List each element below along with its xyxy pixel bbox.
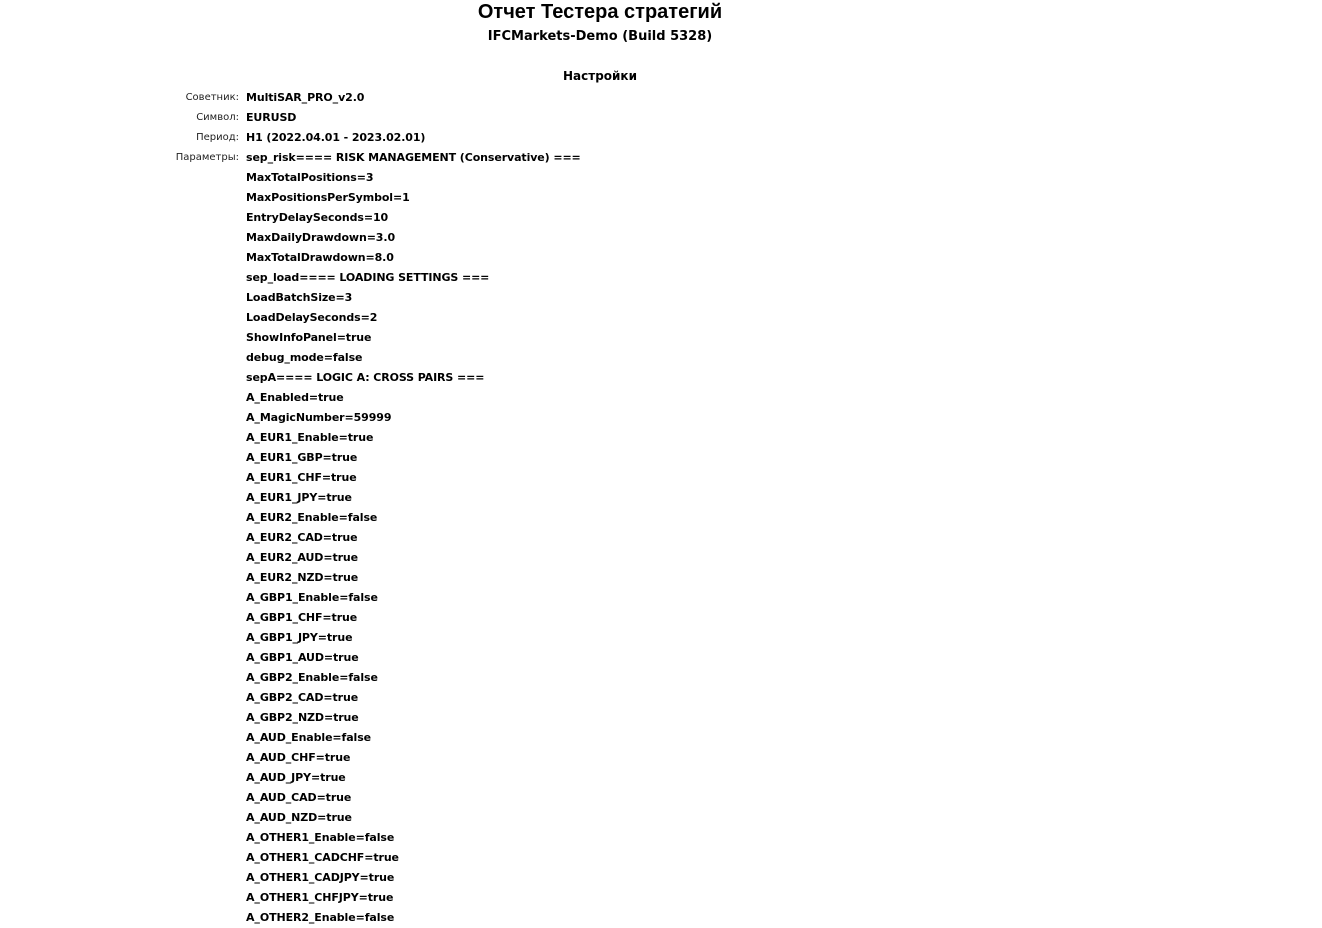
empty-label-cell: [174, 788, 246, 808]
parameter-value: A_OTHER1_CHFJPY=true: [246, 891, 394, 904]
empty-label-cell: [174, 328, 246, 348]
parameter-row: [174, 528, 581, 548]
expert-value: MultiSAR_PRO_v2.0: [246, 91, 365, 104]
symbol-row: [174, 108, 581, 128]
page-title: Отчет Тестера стратегий: [477, 1, 723, 23]
parameter-value: A_GBP1_Enable=false: [246, 591, 378, 604]
empty-label-cell: [174, 388, 246, 408]
parameter-value: A_EUR1_Enable=true: [246, 431, 374, 444]
parameter-row: [174, 468, 581, 488]
parameter-value: A_OTHER1_CADCHF=true: [246, 851, 399, 864]
parameter-value: ShowInfoPanel=true: [246, 331, 372, 344]
empty-label-cell: [174, 308, 246, 328]
parameter-row: [174, 708, 581, 728]
parameter-value: EntryDelaySeconds=10: [246, 211, 389, 224]
parameter-value: A_GBP2_NZD=true: [246, 711, 359, 724]
parameter-row: [174, 648, 581, 668]
empty-label-cell: [174, 248, 246, 268]
empty-label-cell: [174, 908, 246, 928]
parameter-value: MaxDailyDrawdown=3.0: [246, 231, 395, 244]
expert-row: [174, 88, 581, 108]
parameter-row: [174, 888, 581, 908]
parameter-row: [174, 348, 581, 368]
empty-label-cell: [174, 828, 246, 848]
parameter-value: sep_load==== LOADING SETTINGS ===: [246, 271, 490, 284]
empty-label-cell: [174, 268, 246, 288]
empty-label-cell: [174, 568, 246, 588]
parameter-row: [174, 228, 581, 248]
empty-label-cell: [174, 428, 246, 448]
empty-label-cell: [174, 448, 246, 468]
parameter-value: A_MagicNumber=59999: [246, 411, 392, 424]
parameter-row: [174, 408, 581, 428]
parameter-row: [174, 828, 581, 848]
parameter-row: [174, 368, 581, 388]
parameter-row: [174, 728, 581, 748]
empty-label-cell: [174, 488, 246, 508]
parameters-label: Параметры:: [175, 152, 239, 163]
parameter-value: A_OTHER1_CADJPY=true: [246, 871, 395, 884]
parameter-value: LoadDelaySeconds=2: [246, 311, 378, 324]
parameter-row: [174, 768, 581, 788]
parameter-row: [174, 428, 581, 448]
parameter-row: [174, 288, 581, 308]
parameter-row: [174, 848, 581, 868]
parameter-row: [174, 808, 581, 828]
parameter-value: A_EUR2_AUD=true: [246, 551, 359, 564]
empty-label-cell: [174, 628, 246, 648]
parameter-row: [174, 248, 581, 268]
empty-label-cell: [174, 888, 246, 908]
empty-label-cell: [174, 708, 246, 728]
empty-label-cell: [174, 528, 246, 548]
empty-label-cell: [174, 768, 246, 788]
section-heading: Настройки: [562, 69, 637, 83]
empty-label-cell: [174, 648, 246, 668]
empty-label-cell: [174, 168, 246, 188]
parameter-row: [174, 868, 581, 888]
parameter-row: [174, 208, 581, 228]
empty-label-cell: [174, 208, 246, 228]
parameter-row: [174, 788, 581, 808]
parameter-value: A_EUR2_NZD=true: [246, 571, 359, 584]
parameter-value: A_EUR1_JPY=true: [246, 491, 352, 504]
parameter-row: [174, 148, 581, 168]
parameter-value: LoadBatchSize=3: [246, 291, 353, 304]
parameter-row: [174, 908, 581, 928]
parameter-value: MaxPositionsPerSymbol=1: [246, 191, 410, 204]
symbol-value: EURUSD: [246, 111, 297, 124]
empty-label-cell: [174, 868, 246, 888]
empty-label-cell: [174, 188, 246, 208]
empty-label-cell: [174, 748, 246, 768]
empty-label-cell: [174, 848, 246, 868]
parameter-value: MaxTotalDrawdown=8.0: [246, 251, 394, 264]
period-row: [174, 128, 581, 148]
parameter-row: [174, 628, 581, 648]
parameter-value: A_EUR2_Enable=false: [246, 511, 378, 524]
parameter-row: [174, 388, 581, 408]
parameter-row: [174, 608, 581, 628]
parameter-value: A_AUD_Enable=false: [246, 731, 372, 744]
parameter-value: A_EUR2_CAD=true: [246, 531, 358, 544]
parameter-value: A_AUD_NZD=true: [246, 811, 352, 824]
parameter-value: A_AUD_CHF=true: [246, 751, 351, 764]
empty-label-cell: [174, 688, 246, 708]
parameter-value: A_Enabled=true: [246, 391, 344, 404]
parameter-value: A_GBP2_CAD=true: [246, 691, 359, 704]
parameter-value: A_EUR1_GBP=true: [246, 451, 358, 464]
parameter-value: A_AUD_JPY=true: [246, 771, 346, 784]
parameter-value: A_OTHER1_Enable=false: [246, 831, 395, 844]
parameter-value: sepA==== LOGIC A: CROSS PAIRS ===: [246, 371, 485, 384]
expert-label: Советник:: [185, 92, 239, 103]
parameter-row: [174, 488, 581, 508]
parameter-value: sep_risk==== RISK MANAGEMENT (Conservative) ===: [246, 151, 581, 164]
period-label: Период:: [196, 132, 239, 143]
parameter-value: A_GBP1_JPY=true: [246, 631, 353, 644]
empty-label-cell: [174, 608, 246, 628]
empty-label-cell: [174, 228, 246, 248]
parameter-value: debug_mode=false: [246, 351, 363, 364]
parameter-row: [174, 328, 581, 348]
empty-label-cell: [174, 408, 246, 428]
parameter-value: MaxTotalPositions=3: [246, 171, 374, 184]
parameter-row: [174, 548, 581, 568]
empty-label-cell: [174, 368, 246, 388]
parameter-row: [174, 188, 581, 208]
parameter-row: [174, 688, 581, 708]
parameter-row: [174, 588, 581, 608]
parameter-row: [174, 508, 581, 528]
symbol-label: Символ:: [196, 112, 239, 123]
parameter-value: A_GBP1_CHF=true: [246, 611, 358, 624]
parameter-value: A_AUD_CAD=true: [246, 791, 352, 804]
empty-label-cell: [174, 808, 246, 828]
parameter-value: A_GBP2_Enable=false: [246, 671, 378, 684]
empty-label-cell: [174, 348, 246, 368]
parameter-row: [174, 168, 581, 188]
empty-label-cell: [174, 668, 246, 688]
settings-table: [174, 88, 581, 928]
parameter-value: A_OTHER2_Enable=false: [246, 911, 395, 924]
empty-label-cell: [174, 468, 246, 488]
period-value: H1 (2022.04.01 - 2023.02.01): [246, 131, 426, 144]
parameter-row: [174, 748, 581, 768]
parameter-row: [174, 568, 581, 588]
empty-label-cell: [174, 288, 246, 308]
page-subtitle: IFCMarkets-Demo (Build 5328): [487, 29, 713, 44]
parameter-value: A_EUR1_CHF=true: [246, 471, 357, 484]
parameter-value: A_GBP1_AUD=true: [246, 651, 359, 664]
empty-label-cell: [174, 508, 246, 528]
parameter-row: [174, 308, 581, 328]
parameter-row: [174, 668, 581, 688]
empty-label-cell: [174, 588, 246, 608]
empty-label-cell: [174, 548, 246, 568]
empty-label-cell: [174, 728, 246, 748]
parameter-row: [174, 268, 581, 288]
parameter-row: [174, 448, 581, 468]
